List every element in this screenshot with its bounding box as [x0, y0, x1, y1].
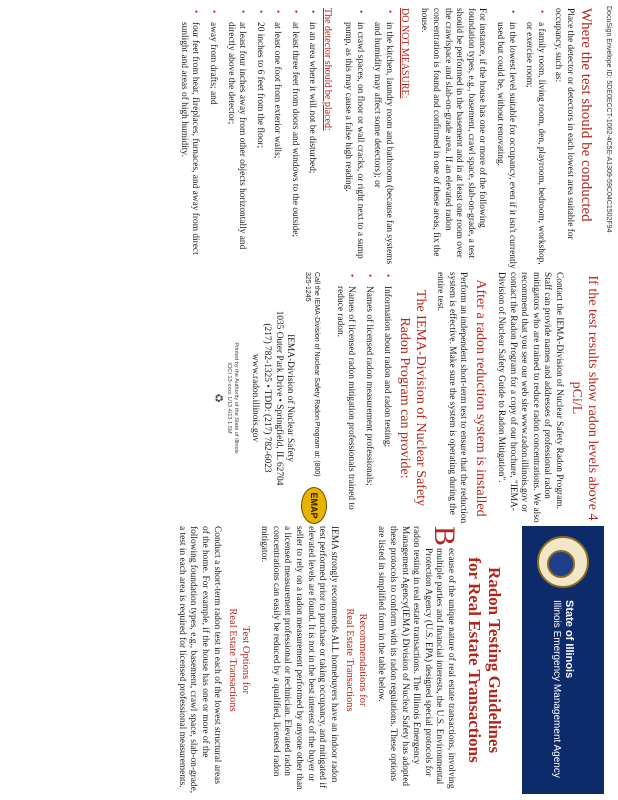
column-results-and-program [4, 272, 604, 524]
agency-name: Illinois Emergency Management Agency [551, 600, 563, 778]
opt-heading-line-1: Test Options for [239, 625, 251, 695]
brochure-title [464, 526, 504, 794]
foundation-paragraph: For instance, if the house has one or more of the following foundation types, e.g., basement, crawl space, slab-on-grade, a test should be performed in the basement and in at least one room over the crawlspace and slab-on-grade area. If an elevated radon concentration is found and confirmed in one of these areas, fix the house. [419, 8, 488, 259]
column-testing-location [4, 8, 604, 270]
call-program-line: Call the IEMA-Division of Nuclear Safety Radon Program at: (800) 325-1245 [304, 272, 321, 477]
contact-website: www.radon.illinois.gov [250, 353, 261, 443]
intro-paragraph: Because of the unique nature of real estate transactions, involving multiple parties and financial interests, the U.S. Environmental Protection Agency (U.S. EPA) designed special protocols for radon testing in real estate transactions. The Illinois Emergency Management Agency(IEMA) Division of Nuclear Safety has adopted these protocols to conform with its radon regulations. These options are listed in simplified form in the table below. [376, 526, 461, 789]
room-list [493, 8, 545, 270]
detector-placement-heading: The detector should be placed: [322, 8, 334, 131]
contact-block [249, 272, 295, 524]
section-title-after-reduction: After a radon reduction system is installed [473, 279, 489, 517]
contact-address: 1035 Outer Park Drive • Springfield, IL 62704 [273, 310, 284, 486]
rec-heading-line-2: Real Estate Transactions [343, 608, 355, 712]
print-code: IOCI 13-xxxx 1/13 4/13 1.5M [225, 362, 232, 434]
intro-text: Place the detector or detectors in each lowest area suitable for occupancy, such as: [553, 8, 575, 240]
recycle-icon: ♻ [211, 393, 224, 403]
banner-text [551, 600, 576, 778]
title-line-1: Radon Testing Guidelines [485, 566, 504, 754]
opt-heading-line-2: Real Estate Transactions [226, 608, 238, 712]
section-title-high-results: If the test results show radon levels above 4 pCi/L [569, 275, 600, 521]
printed-by-note: Printed by the Authority of the State of Illinois [232, 342, 239, 454]
high-results-text: Contact the IEMA-Division of Nuclear Safety Radon Program. Staff can provide names and addresses of professional radon mitigators who are trained to reduce radon concentrations. We also recommend that you see our web site www.radon.illinois.gov or contact the Radon Program for a copy of our brochure, "IEMA-Division of Nuclear Safety Guide to Radon Mitigation". [496, 272, 564, 523]
recommendations-text: IEMA strongly recommends ALL homebuyers have an indoor radon test performed prior to purchase or taking occupancy, and mitigated if elevated levels are found. It is not in the best interest of the buyer or seller to rely on a radon measurement performed by anyone other than a licensed measurement professional or technician. Elevated radon concentrations can easily be reduced by a qualified, licensed radon mitigator. [259, 526, 339, 790]
do-not-measure-list [342, 8, 394, 270]
list-item: • a family room, living room, den, playroom, bedroom, workshop, or exercise room; [523, 8, 546, 270]
list-item: • Information about radon and radon testing; [380, 272, 392, 524]
list-item: • in the kitchen, laundry room and bathroom (because fan systems and humidity may affect some detectors); or [371, 8, 394, 270]
emap-logo: EMAP [301, 487, 327, 524]
test-options-heading [226, 526, 252, 794]
contact-phone: (217) 782-1325 • TDD: (217) 782-6023 [262, 323, 273, 473]
rec-heading-line-1: Recommendations for [356, 613, 368, 707]
list-item: • in an area where it will not be disturbed; [306, 8, 318, 270]
agency-banner [522, 526, 604, 794]
detector-placement-list [177, 8, 317, 270]
list-item: • at least one foot from exterior walls; [271, 8, 283, 270]
list-item: • in crawl spaces, on floor or wall cracks, or right next to a sump pump, as this may cause a false high reading. [342, 8, 365, 270]
contact-org: IEMA-Division of Nuclear Safety [285, 334, 296, 462]
column-cover [4, 526, 604, 794]
section-title-where-conducted: Where the test should be conducted [578, 8, 594, 222]
test-options-text: Conduct a short-term radon test in each of the lowest structural areas of the home. For example, if the house has one or more of the following foundation types, e.g., basement, crawl space, slab-on-grade, a test in each area is required for licensed professional measurements. [176, 526, 222, 794]
list-item: • at least four inches away from other objects horizontally and directly above the detector; [224, 8, 247, 270]
state-name: State of Illinois [563, 600, 576, 679]
state-seal-icon [537, 536, 589, 588]
do-not-measure-heading: DO NOT MEASURE: [398, 8, 410, 99]
program-services-list [333, 272, 391, 524]
docusign-envelope-id: DocuSign Envelope ID: 5DE0ECCT-1062-4C5E-A1309-59C04C1502F94 [605, 6, 612, 233]
list-item: • away from drafts; and [206, 8, 218, 270]
call-and-logo-row [301, 272, 327, 524]
list-item: • 20 inches to 6 feet from the floor; [253, 8, 265, 270]
list-item: • at least three feet from doors and windows to the outside; [288, 8, 300, 270]
after-reduction-text: Perform an independent short-term test to ensure that the reduction system is effective. Make sure the system is operating during the entire test. [435, 272, 469, 524]
list-item: • Names of licensed radon mitigation professionals trained to reduce radon. [333, 272, 356, 524]
list-item: • four feet from heat, fireplaces, furnaces, and away from direct sunlight and areas of high humidity. [177, 8, 200, 270]
list-item: • Names of licensed radon measurement professionals; [362, 272, 374, 524]
section-title-program-provides: The IEMA-Division of Nuclear Safety Radon Program can provide: [396, 289, 428, 507]
list-item: • in the lowest level suitable for occupancy, even if it isn't currently used but could be, without renovating. [493, 8, 516, 270]
recommendations-heading [343, 526, 369, 794]
title-line-2: for Real Estate Transactions [465, 557, 484, 763]
